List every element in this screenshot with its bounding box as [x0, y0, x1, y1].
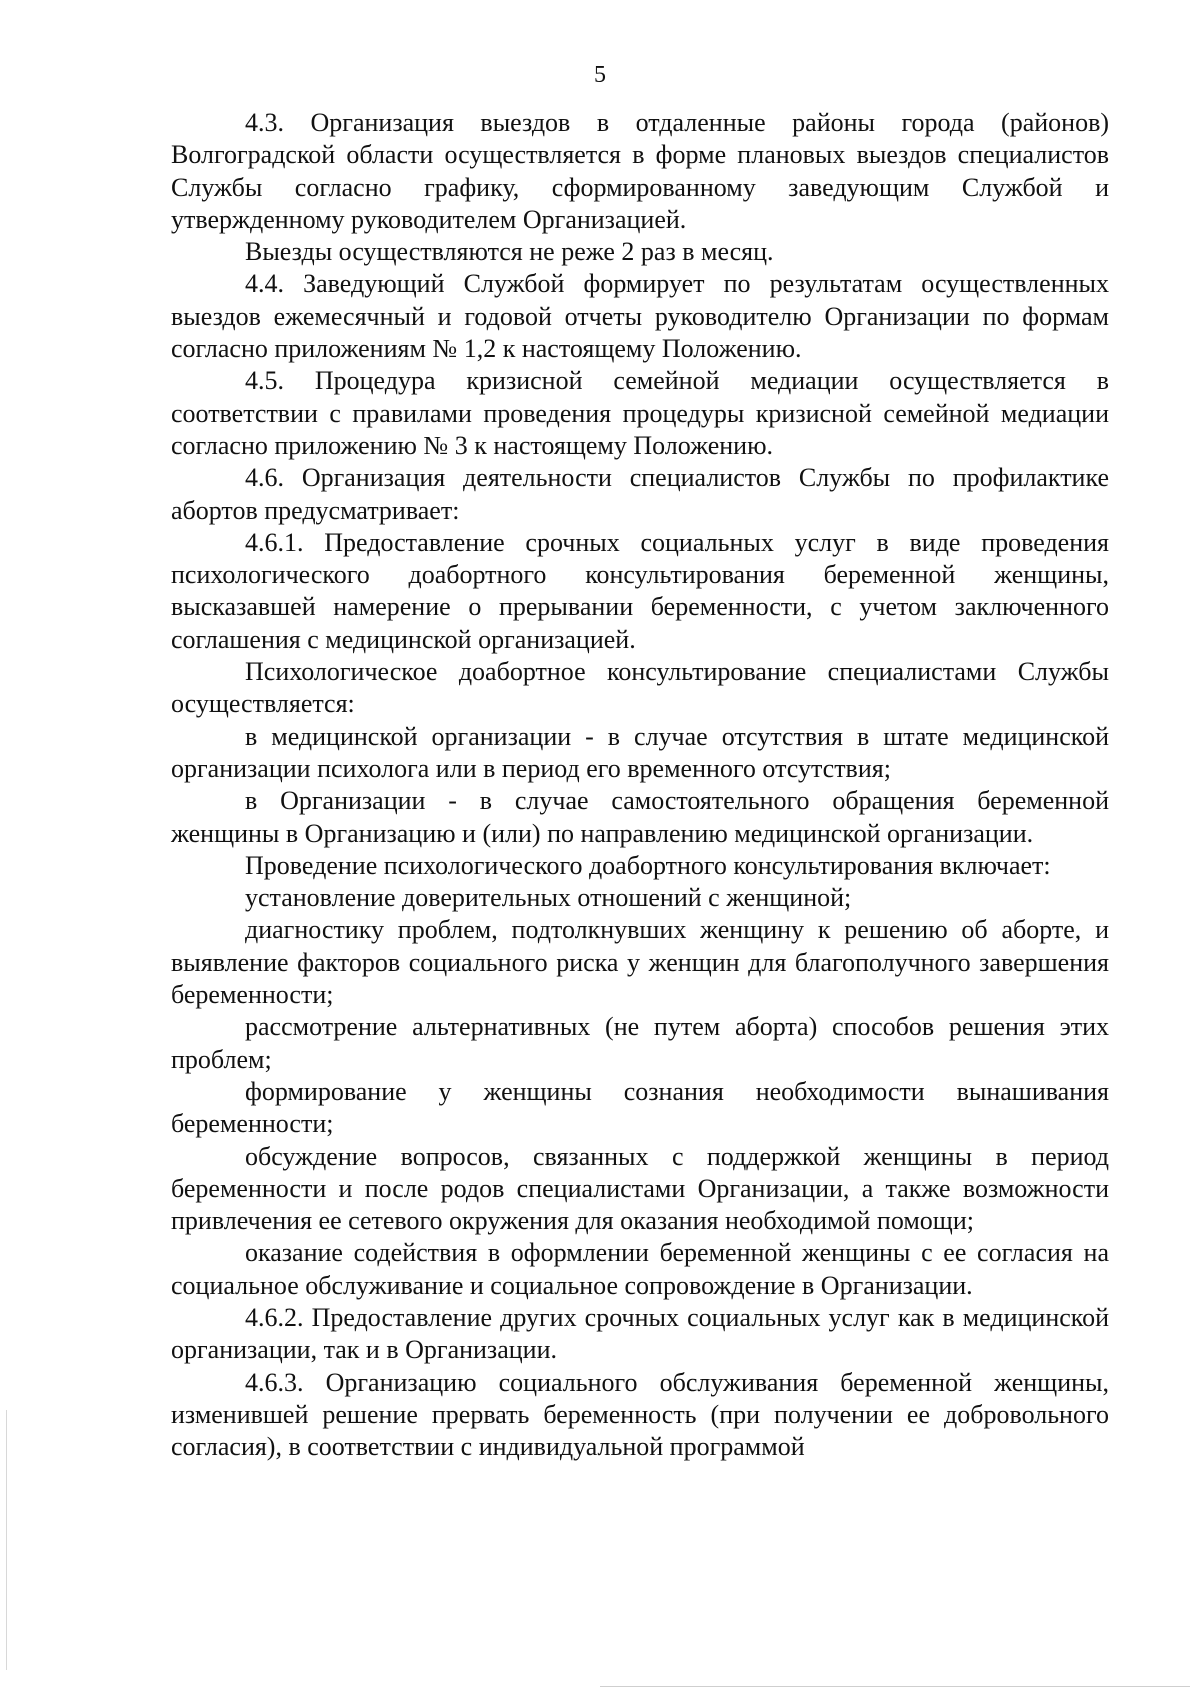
paragraph-4-6-3: 4.6.3. Организацию социального обслуживания беременной женщины, изменившей решение прервать беременность (при получении ее добровольного согласия), в соответствии с индивидуальной программой	[171, 1367, 1109, 1462]
list-item-trust: установление доверительных отношений с женщиной;	[245, 883, 852, 913]
paragraph-4-5: 4.5. Процедура кризисной семейной медиации осуществляется в соответствии с правилами проведения процедуры кризисной семейной медиации согласно приложению № 3 к настоящему Положению.	[171, 366, 1109, 460]
list-item-diagnostics: диагностику проблем, подтолкнувших женщину к решению об аборте, и выявление факторов социального риска у женщин для благополучного завершения беременности;	[171, 915, 1109, 1010]
scan-edge-left	[6, 1410, 7, 1670]
paragraph-visits-frequency: Выезды осуществляются не реже 2 раз в месяц.	[245, 237, 774, 267]
paragraph-4-6: 4.6. Организация деятельности специалистов Службы по профилактике абортов предусматривает:	[171, 463, 1109, 525]
paragraph-consulting-includes: Проведение психологического доабортного консультирования включает:	[245, 850, 1051, 880]
list-item-alternatives: рассмотрение альтернативных (не путем аборта) способов решения этих проблем;	[171, 1012, 1109, 1074]
list-item-support: обсуждение вопросов, связанных с поддержкой женщины в период беременности и после родов специалистами Организации, а также возможности привлечения ее сетевого окружения для оказания необходимой помощи;	[171, 1141, 1109, 1236]
document-body	[171, 107, 1109, 1463]
paragraph-organization: в Организации - в случае самостоятельного обращения беременной женщины в Организацию и (или) по направлению медицинской организации.	[171, 786, 1109, 848]
page-number: 5	[594, 62, 606, 88]
paragraph-4-3: 4.3. Организация выездов в отдаленные районы города (районов) Волгоградской области осуществляется в форме плановых выездов специалистов Службы согласно графику, сформированному заведующим Службой и утвержденному руководителем Организацией.	[171, 108, 1109, 234]
list-item-assistance: оказание содействия в оформлении беременной женщины с ее согласия на социальное обслуживание и социальное сопровождение в Организации.	[171, 1238, 1109, 1300]
paragraph-4-4: 4.4. Заведующий Службой формирует по результатам осуществленных выездов ежемесячный и годовой отчеты руководителю Организации по формам согласно приложениям № 1,2 к настоящему Положению.	[171, 269, 1109, 364]
list-item-awareness: формирование у женщины сознания необходимости вынашивания беременности;	[171, 1076, 1109, 1139]
scan-edge-bottom	[600, 1686, 1190, 1687]
paragraph-medical-org: в медицинской организации - в случае отсутствия в штате медицинской организации психолога или в период его временного отсутствия;	[171, 721, 1109, 783]
paragraph-4-6-1: 4.6.1. Предоставление срочных социальных услуг в виде проведения психологического доабортного консультирования беременной женщины, высказавшей намерение о прерывании беременности, с учетом заключенного соглашения с медицинской организацией.	[171, 527, 1109, 654]
paragraph-4-6-2: 4.6.2. Предоставление других срочных социальных услуг как в медицинской организации, так и в Организации.	[171, 1302, 1109, 1365]
paragraph-consulting-intro: Психологическое доабортное консультирование специалистами Службы осуществляется:	[171, 657, 1109, 719]
